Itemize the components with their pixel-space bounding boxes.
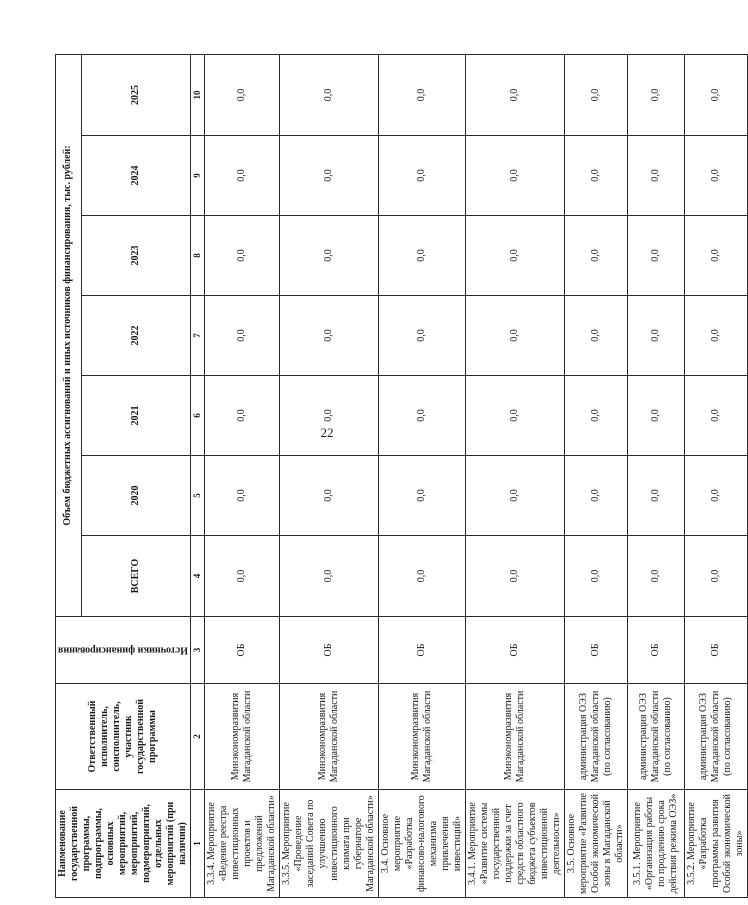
row-executor: Минэкономразвития Магаданской области <box>379 684 466 790</box>
table-row <box>280 54 379 897</box>
row-value: 0,0 <box>280 296 379 376</box>
row-funding-source: ОБ <box>280 617 379 684</box>
row-value: 0,0 <box>685 216 748 296</box>
header-volume: Объем бюджетных ассигнований и иных источников финансирования, тыс. рублей: <box>56 54 82 616</box>
row-value: 0,0 <box>628 376 685 456</box>
row-name: 3.4. Основное мероприятие «Разработка финансово-налогового механизма привлечения инвестиций» <box>379 790 466 898</box>
row-value: 0,0 <box>685 296 748 376</box>
row-value: 0,0 <box>565 376 628 456</box>
row-value: 0,0 <box>205 536 280 617</box>
table-row <box>205 54 280 897</box>
row-value: 0,0 <box>280 136 379 216</box>
row-name: 3.5.2. Мероприятие «Разработка программы развития Особой экономической зоны» <box>685 790 748 898</box>
column-number: 4 <box>191 536 205 617</box>
row-value: 0,0 <box>628 136 685 216</box>
row-value: 0,0 <box>685 456 748 536</box>
row-value: 0,0 <box>205 296 280 376</box>
column-number: 2 <box>191 684 205 790</box>
header-name: Наименование государственной программы, подпрограммы, основных мероприятий, мероприятий, подмероприятий, отдельных мероприятий (при наличии) <box>56 790 191 898</box>
row-executor: Минэкономразвития Магаданской области <box>466 684 565 790</box>
row-executor: Минэкономразвития Магаданской области <box>280 684 379 790</box>
column-number: 3 <box>191 617 205 684</box>
row-value: 0,0 <box>565 54 628 135</box>
row-executor: Минэкономразвития Магаданской области <box>205 684 280 790</box>
column-number: 8 <box>191 216 205 296</box>
header-year: 2023 <box>81 216 190 296</box>
row-value: 0,0 <box>466 296 565 376</box>
row-funding-source: ОБ <box>565 617 628 684</box>
row-value: 0,0 <box>685 376 748 456</box>
table-row <box>466 54 565 897</box>
row-value: 0,0 <box>379 216 466 296</box>
row-value: 0,0 <box>565 136 628 216</box>
row-value: 0,0 <box>466 376 565 456</box>
row-name: 3.5. Основное мероприятие «Развитие Особой экономической зоны в Магаданской области» <box>565 790 628 898</box>
header-year: 2022 <box>81 296 190 376</box>
row-value: 0,0 <box>466 216 565 296</box>
row-value: 0,0 <box>280 54 379 135</box>
row-value: 0,0 <box>628 456 685 536</box>
column-number: 1 <box>191 790 205 898</box>
row-funding-source: ОБ <box>379 617 466 684</box>
row-executor: администрация ОЭЗ Магаданской области (по согласованию) <box>565 684 628 790</box>
row-value: 0,0 <box>205 136 280 216</box>
table-row <box>628 54 685 897</box>
row-value: 0,0 <box>280 216 379 296</box>
row-value: 0,0 <box>379 296 466 376</box>
row-value: 0,0 <box>565 536 628 617</box>
row-value: 0,0 <box>685 136 748 216</box>
row-value: 0,0 <box>379 536 466 617</box>
row-funding-source: ОБ <box>205 617 280 684</box>
row-value: 0,0 <box>628 296 685 376</box>
row-value: 0,0 <box>685 536 748 617</box>
column-number: 7 <box>191 296 205 376</box>
column-number: 6 <box>191 376 205 456</box>
row-value: 0,0 <box>280 376 379 456</box>
row-value: 0,0 <box>466 536 565 617</box>
column-number-row <box>191 54 205 897</box>
row-value: 0,0 <box>280 456 379 536</box>
row-name: 3.5.1. Мероприятие «Организация работы по продлению срока действия режима ОЭЗ» <box>628 790 685 898</box>
header-year: 2021 <box>81 376 190 456</box>
row-executor: администрация ОЭЗ Магаданской области (по согласованию) <box>628 684 685 790</box>
table-row <box>379 54 466 897</box>
row-name: 3.3.5. Мероприятие «Проведение заседаний Совета по улучшению инвестиционного климата при губернаторе Магаданской области» <box>280 790 379 898</box>
row-value: 0,0 <box>205 456 280 536</box>
rotated-table-container <box>55 55 745 898</box>
row-value: 0,0 <box>466 136 565 216</box>
row-value: 0,0 <box>379 376 466 456</box>
row-value: 0,0 <box>205 54 280 135</box>
row-executor: администрация ОЭЗ Магаданской области (по согласованию) <box>685 684 748 790</box>
header-year: 2020 <box>81 456 190 536</box>
row-value: 0,0 <box>379 136 466 216</box>
row-value: 0,0 <box>466 54 565 135</box>
row-value: 0,0 <box>565 456 628 536</box>
row-value: 0,0 <box>565 296 628 376</box>
header-year: 2025 <box>81 54 190 135</box>
row-funding-source: ОБ <box>628 617 685 684</box>
row-value: 0,0 <box>280 536 379 617</box>
header-funding-source: Источники финансирования <box>56 617 191 684</box>
row-value: 0,0 <box>565 216 628 296</box>
row-value: 0,0 <box>685 54 748 135</box>
row-name: 3.3.4. Мероприятие «Ведение реестра инвестиционных проектов и предложений Магаданской области» <box>205 790 280 898</box>
column-number: 9 <box>191 136 205 216</box>
row-value: 0,0 <box>628 216 685 296</box>
header-year: 2024 <box>81 136 190 216</box>
row-funding-source: ОБ <box>466 617 565 684</box>
row-value: 0,0 <box>628 536 685 617</box>
column-number: 10 <box>191 54 205 135</box>
row-name: 3.4.1. Мероприятие «Развитие системы государственной поддержки за счет средств областного бюджета субъектов инвестиционной деятельности» <box>466 790 565 898</box>
header-executor: Ответственный исполнитель, соисполнитель, участник государственной программы <box>56 684 191 790</box>
row-value: 0,0 <box>205 216 280 296</box>
row-value: 0,0 <box>379 54 466 135</box>
row-value: 0,0 <box>466 456 565 536</box>
row-funding-source: ОБ <box>685 617 748 684</box>
table-row <box>685 54 748 897</box>
row-value: 0,0 <box>628 54 685 135</box>
funding-table <box>55 54 748 898</box>
table-row <box>565 54 628 897</box>
page-number: 22 <box>320 425 334 440</box>
header-year: ВСЕГО <box>81 536 190 617</box>
column-number: 5 <box>191 456 205 536</box>
row-value: 0,0 <box>379 456 466 536</box>
row-value: 0,0 <box>205 376 280 456</box>
